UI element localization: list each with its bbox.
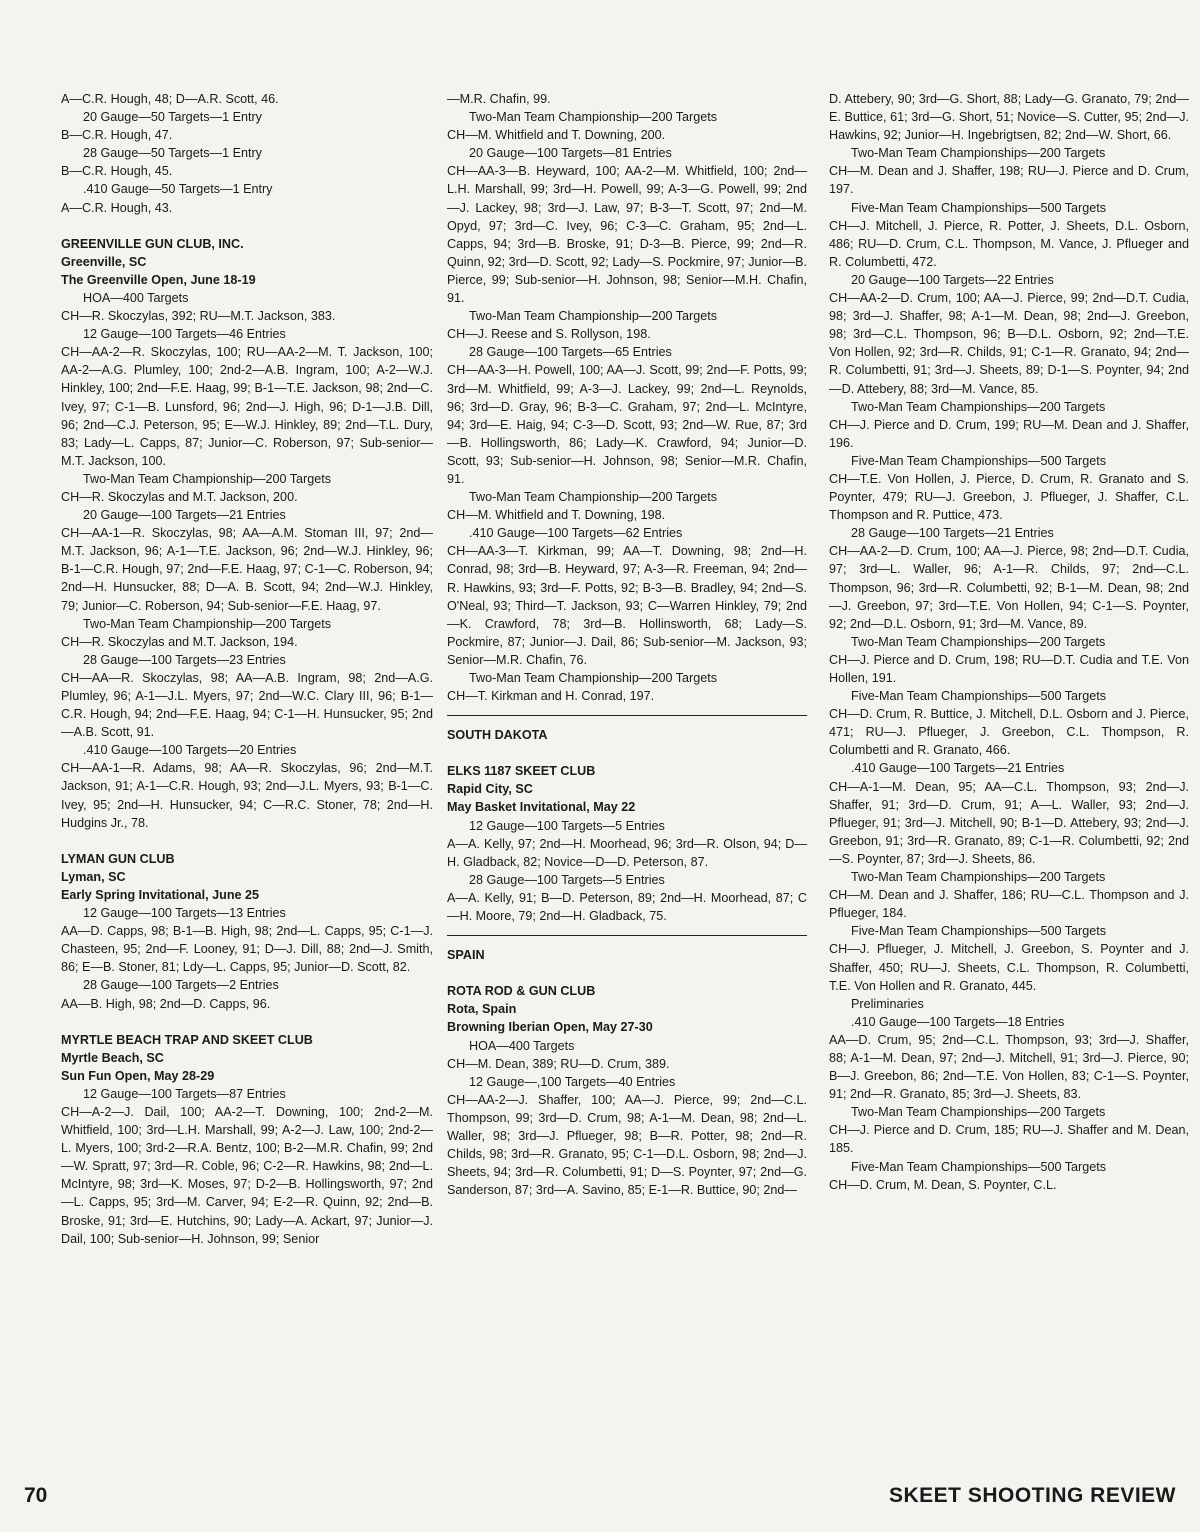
club-name: ROTA ROD & GUN CLUB bbox=[447, 984, 596, 999]
event-heading: Two-Man Team Championship—200 Targets bbox=[83, 471, 332, 486]
result-paragraph: CH—AA-2—R. Skoczylas, 100; RU—AA-2—M. T. Jackson, 100; AA-2—A.G. Plumley, 100; 2nd-2—A.B. Ingram, 100; A-2—W.J. Hinkley, 100; 2nd—F.E. Haag, 99; B-1—T.E. Jackson, 98; 2nd—C. Ivey, 97; C-1—B. Lunsford, 96; 2nd—J. High, 96; D-1—J.B. Dill, 96; 2nd—C.J. Peterson, 95; E—W.J. Hinkley, 89; 2nd—T.L. Dury, 83; Lady—L. Capps, 87; Junior—C. Roberson, 97; Sub-senior—M.T. Jackson, 100. bbox=[61, 345, 433, 468]
result-paragraph: CH—AA-2—D. Crum, 100; AA—J. Pierce, 98; 2nd—D.T. Cudia, 97; 3rd—L. Waller, 96; A-1—R. Childs, 97; 2nd—C.L. Thompson, 96; 3rd—R. Columbetti, 92; B-1—M. Dean, 98; 2nd—J. Greebon, 97; 3rd—T.E. Von Hollen, 94; C-1—S. Poynter, 92; 2nd—D.L. Osborn, 91; 3rd—M. Vance, 89. bbox=[829, 544, 1189, 631]
event-title: May Basket Invitational, May 22 bbox=[447, 800, 636, 815]
result-paragraph: CH—AA-3—T. Kirkman, 99; AA—T. Downing, 98; 2nd—H. Conrad, 98; 3rd—B. Heyward, 97; A-3—R. Freeman, 94; 2nd—R. Hawkins, 93; 3rd—F. Potts, 92; B-3—B. Bradley, 94; 2nd—S. O'Neal, 93; Third—T. Jackson, 93; C—Warren Hinkley, 79; 2nd—K. Crawford, 78; 3rd—B. Hollinsworth, 68; Lady—S. Pockmire, 87; Junior—J. Dail, 86; Sub-senior—M. Jackson, 93; Senior—M.R. Chafin, 76. bbox=[447, 544, 807, 667]
result-paragraph: CH—M. Whitfield and T. Downing, 200. bbox=[447, 128, 666, 143]
result-paragraph: CH—J. Mitchell, J. Pierce, R. Potter, J. Sheets, D.L. Osborn, 486; RU—D. Crum, C.L. Thompson, M. Vance, J. Pflueger and R. Columbetti, 472. bbox=[829, 218, 1189, 269]
event-title: Browning Iberian Open, May 27-30 bbox=[447, 1020, 653, 1035]
result-paragraph: B—C.R. Hough, 45. bbox=[61, 164, 173, 179]
event-heading: 20 Gauge—100 Targets—21 Entries bbox=[83, 508, 286, 523]
result-paragraph: B—C.R. Hough, 47. bbox=[61, 128, 173, 143]
event-heading: HOA—400 Targets bbox=[83, 290, 189, 305]
column-middle bbox=[447, 90, 807, 1199]
event-heading: 20 Gauge—100 Targets—22 Entries bbox=[851, 272, 1054, 287]
page-number: 70 bbox=[24, 1484, 48, 1507]
club-name: LYMAN GUN CLUB bbox=[61, 851, 175, 866]
event-heading: 12 Gauge—100 Targets—5 Entries bbox=[469, 818, 665, 833]
club-location: Rota, Spain bbox=[447, 1002, 517, 1017]
result-paragraph: CH—A-1—M. Dean, 95; AA—C.L. Thompson, 93; 2nd—J. Shaffer, 91; 3rd—D. Crum, 91; A—L. Waller, 93; 2nd—J. Pflueger, 91; 3rd—J. Mitchell, 90; B-1—D. Attebery, 93; 2nd—J. Greebon, 91; 3rd—R. Granato, 89; C-1—R. Columbetti, 92; 2nd—S. Poynter, 87; 3rd—J. Sheets, 86. bbox=[829, 779, 1189, 866]
event-title: Sun Fun Open, May 28-29 bbox=[61, 1068, 215, 1083]
column-right bbox=[829, 90, 1189, 1194]
event-title: The Greenville Open, June 18-19 bbox=[61, 272, 256, 287]
result-paragraph: A—C.R. Hough, 43. bbox=[61, 200, 173, 215]
result-paragraph: CH—T. Kirkman and H. Conrad, 197. bbox=[447, 689, 655, 704]
column-left bbox=[61, 90, 433, 1248]
event-heading: 28 Gauge—100 Targets—5 Entries bbox=[469, 872, 665, 887]
event-heading: 20 Gauge—100 Targets—81 Entries bbox=[469, 146, 672, 161]
event-heading: Five-Man Team Championships—500 Targets bbox=[851, 453, 1107, 468]
result-paragraph: CH—M. Dean and J. Shaffer, 198; RU—J. Pierce and D. Crum, 197. bbox=[829, 164, 1189, 197]
event-heading: .410 Gauge—100 Targets—21 Entries bbox=[851, 761, 1065, 776]
club-location: Lyman, SC bbox=[61, 869, 126, 884]
event-heading: Five-Man Team Championships—500 Targets bbox=[851, 924, 1107, 939]
result-paragraph: —M.R. Chafin, 99. bbox=[447, 92, 551, 106]
event-heading: .410 Gauge—100 Targets—62 Entries bbox=[469, 526, 683, 541]
result-paragraph: CH—R. Skoczylas, 392; RU—M.T. Jackson, 383. bbox=[61, 309, 336, 324]
result-paragraph: CH—T.E. Von Hollen, J. Pierce, D. Crum, R. Granato and S. Poynter, 479; RU—J. Greebon, J. Pflueger, J. Shaffer, C.L. Thompson and R. Puttice, 473. bbox=[829, 471, 1189, 523]
result-paragraph: CH—AA-3—H. Powell, 100; AA—J. Scott, 99; 2nd—F. Potts, 99; 3rd—M. Whitfield, 99; A-3—J. Lackey, 99; 2nd—L. Reynolds, 96; 3rd—D. Gray, 96; B-3—C. Graham, 97; 2nd—L. McIntyre, 94; 3rd—E. Haig, 94; C-3—D. Scott, 93; 2nd—W. Rue, 87; 3rd—B. Hollingsworth, 86; Lady—K. Crawford, 94; Junior—D. Scott, 93; Sub-senior—H. Johnson, 98; Senior—M.R. Chafin, 91. bbox=[447, 363, 807, 486]
state-heading: SOUTH DAKOTA bbox=[447, 715, 807, 744]
event-heading: .410 Gauge—50 Targets—1 Entry bbox=[83, 182, 273, 197]
result-paragraph: A—C.R. Hough, 48; D—A.R. Scott, 46. bbox=[61, 92, 279, 106]
event-heading: Two-Man Team Championship—200 Targets bbox=[469, 309, 718, 324]
result-paragraph: CH—AA-2—D. Crum, 100; AA—J. Pierce, 99; 2nd—D.T. Cudia, 98; 3rd—J. Shaffer, 98; A-1—M. Dean, 98; 2nd—J. Greebon, 98; 3rd—C.L. Thompson, 96; B—D.L. Osborn, 92; 2nd—T.E. Von Hollen, 92; 3rd—R. Childs, 91; C-1—R. Granato, 94; 2nd—R. Columbetti, 91; 3rd—J. Sheets, 89; D-1—S. Poynter, 94; 2nd—D. Attebery, 88; 3rd—M. Vance, 85. bbox=[829, 291, 1189, 396]
result-paragraph: CH—J. Pierce and D. Crum, 199; RU—M. Dean and J. Shaffer, 196. bbox=[829, 417, 1189, 450]
event-heading: 28 Gauge—50 Targets—1 Entry bbox=[83, 146, 262, 161]
result-paragraph: AA—D. Crum, 95; 2nd—C.L. Thompson, 93; 3rd—J. Shaffer, 88; A-1—M. Dean, 97; 2nd—J. Mitchell, 91; 3rd—J. Pierce, 90; B—J. Greebon, 86; 2nd—T.E. Von Hollen, 83; C-1—S. Poynter, 91; 2nd—R. Granato, 85; 3rd—J. Sheets, 83. bbox=[829, 1032, 1189, 1102]
state-heading: SPAIN bbox=[447, 935, 807, 964]
result-paragraph: CH—J. Pflueger, J. Mitchell, J. Greebon, S. Poynter and J. Shaffer, 450; RU—J. Sheets, C.L. Thompson, R. Columbetti, T.E. Von Hollen and R. Granato, 445. bbox=[829, 942, 1189, 993]
event-heading: Two-Man Team Championships—200 Targets bbox=[851, 870, 1106, 885]
result-paragraph: CH—J. Pierce and D. Crum, 185; RU—J. Shaffer and M. Dean, 185. bbox=[829, 1123, 1189, 1156]
event-heading: 28 Gauge—100 Targets—21 Entries bbox=[851, 526, 1054, 541]
event-heading: Two-Man Team Championship—200 Targets bbox=[83, 616, 332, 631]
result-paragraph: CH—R. Skoczylas and M.T. Jackson, 194. bbox=[61, 634, 298, 649]
result-paragraph: CH—AA-3—B. Heyward, 100; AA-2—M. Whitfield, 100; 2nd—L.H. Marshall, 99; 3rd—H. Powell, 99; A-3—G. Powell, 99; 2nd—J. Lackey, 98; 3rd—J. Law, 97; B-3—T. Scott, 97; 2nd—M. Opyd, 97; 3rd—C. Ivey, 96; C-3—C. Graham, 95; 2nd—L. Capps, 94; 3rd—B. Broske, 91; D-3—B. Pierce, 99; 2nd—R. Quinn, 92; 3rd—D. Scott, 92; Lady—S. Pockmire, 97; Junior—B. Pierce, 99; Sub-senior—H. Johnson, 98; Senior—M.H. Chafin, 91. bbox=[447, 164, 807, 306]
event-heading: .410 Gauge—100 Targets—20 Entries bbox=[83, 743, 297, 758]
event-heading: Two-Man Team Championships—200 Targets bbox=[851, 146, 1106, 161]
event-heading: 28 Gauge—100 Targets—2 Entries bbox=[83, 978, 279, 993]
event-heading: Five-Man Team Championships—500 Targets bbox=[851, 689, 1107, 704]
club-name: GREENVILLE GUN CLUB, INC. bbox=[61, 236, 244, 251]
result-paragraph: A—A. Kelly, 97; 2nd—H. Moorhead, 96; 3rd—R. Olson, 94; D—H. Gladback, 82; Novice—D—D. Peterson, 87. bbox=[447, 836, 807, 869]
event-heading: Two-Man Team Championship—200 Targets bbox=[469, 110, 718, 125]
event-heading: Two-Man Team Championship—200 Targets bbox=[469, 671, 718, 685]
event-heading: 12 Gauge—,100 Targets—40 Entries bbox=[469, 1074, 676, 1089]
event-heading: .410 Gauge—100 Targets—18 Entries bbox=[851, 1014, 1065, 1029]
event-title: Early Spring Invitational, June 25 bbox=[61, 887, 260, 902]
event-heading: Two-Man Team Championships—200 Targets bbox=[851, 634, 1106, 649]
result-paragraph: CH—D. Crum, M. Dean, S. Poynter, C.L. bbox=[829, 1177, 1057, 1192]
result-paragraph: CH—M. Dean, 389; RU—D. Crum, 389. bbox=[447, 1056, 670, 1071]
event-heading: 28 Gauge—100 Targets—23 Entries bbox=[83, 652, 286, 667]
result-paragraph: CH—D. Crum, R. Buttice, J. Mitchell, D.L. Osborn and J. Pierce, 471; RU—J. Pflueger, J. Greebon, C.L. Thompson, R. Columbetti and R. Granato, 466. bbox=[829, 707, 1189, 758]
event-heading: Preliminaries bbox=[851, 996, 924, 1011]
result-paragraph: CH—J. Reese and S. Rollyson, 198. bbox=[447, 327, 651, 342]
event-heading: 12 Gauge—100 Targets—46 Entries bbox=[83, 327, 286, 342]
result-paragraph: CH—J. Pierce and D. Crum, 198; RU—D.T. Cudia and T.E. Von Hollen, 191. bbox=[829, 652, 1189, 685]
event-heading: Two-Man Team Championships—200 Targets bbox=[851, 399, 1106, 414]
magazine-title: SKEET SHOOTING REVIEW bbox=[888, 1484, 1176, 1507]
result-paragraph: CH—AA-1—R. Skoczylas, 98; AA—A.M. Stoman III, 97; 2nd—M.T. Jackson, 96; A-1—T.E. Jackson, 96; 2nd—W.J. Hinkley, 96; B-1—C.R. Hough, 97; 2nd—F.E. Haag, 97; C-1—C. Roberson, 94; 2nd—H. Hunsucker, 88; D—A. B. Scott, 94; 2nd—W.J. Hinkley, 79; Junior—C. Roberson, 94; Sub-senior—F.E. Haag, 97. bbox=[61, 526, 433, 613]
result-paragraph: D. Attebery, 90; 3rd—G. Short, 88; Lady—G. Granato, 79; 2nd—E. Buttice, 61; 3rd—G. Short, 51; Novice—S. Cutter, 95; 2nd—J. Hawkins, 92; Junior—H. Ingebrigtsen, 82; 2nd—W. Short, 66. bbox=[829, 92, 1189, 143]
result-paragraph: CH—AA-1—R. Adams, 98; AA—R. Skoczylas, 96; 2nd—M.T. Jackson, 91; A-1—C.R. Hough, 93; 2nd—J.L. Myers, 93; B-1—C. Ivey, 95; 2nd—H. Hunsucker, 94; C—R.C. Stoner, 78; 2nd—H. Hudgins Jr., 78. bbox=[61, 761, 433, 830]
result-paragraph: CH—A-2—J. Dail, 100; AA-2—T. Downing, 100; 2nd-2—M. Whitfield, 100; 3rd—L.H. Marshall, 99; A-2—J. Law, 100; 2nd-2—L. Myers, 100; 3rd-2—R.A. Bentz, 100; B-2—M.R. Chafin, 99; 2nd—W. Spratt, 97; 3rd—R. Coble, 96; C-2—R. Hawkins, 98; 2nd—L. McIntyre, 98; 3rd—K. Moses, 97; D-2—B. Hollingsworth, 97; 2nd—L. Capps, 95; 3rd—M. Carver, 94; E-2—R. Quinn, 92; 2nd—B. Broske, 91; 3rd—E. Hutchins, 90; Lady—A. Ackart, 97; Junior—J. Dail, 100; Sub-senior—H. Johnson, 99; Senior bbox=[61, 1104, 433, 1246]
club-location: Myrtle Beach, SC bbox=[61, 1050, 164, 1065]
event-heading: 20 Gauge—50 Targets—1 Entry bbox=[83, 110, 262, 125]
result-paragraph: CH—R. Skoczylas and M.T. Jackson, 200. bbox=[61, 489, 298, 504]
event-heading: HOA—400 Targets bbox=[469, 1038, 575, 1053]
club-location: Rapid City, SC bbox=[447, 782, 533, 797]
club-name: MYRTLE BEACH TRAP AND SKEET CLUB bbox=[61, 1032, 313, 1047]
result-paragraph: CH—AA—R. Skoczylas, 98; AA—A.B. Ingram, 98; 2nd—A.G. Plumley, 96; A-1—J.L. Myers, 97; 2nd—W.C. Clary III, 96; B-1—C.R. Hough, 94; 2nd—F.E. Haag, 94; C-1—H. Hunsucker, 95; 2nd—A.B. Scott, 91. bbox=[61, 670, 433, 740]
event-heading: Five-Man Team Championships—500 Targets bbox=[851, 200, 1107, 215]
result-paragraph: CH—AA-2—J. Shaffer, 100; AA—J. Pierce, 99; 2nd—C.L. Thompson, 99; 3rd—D. Crum, 98; A-1—M. Dean, 98; 2nd—L. Waller, 98; 3rd—J. Pflueger, 98; B—R. Potter, 98; 2nd—R. Childs, 98; 3rd—R. Granato, 95; C-1—D.L. Osborn, 98; 2nd—J. Sheets, 94; 3rd—R. Columbetti, 91; D—S. Poynter, 97; 2nd—G. Sanderson, 87; 3rd—A. Savino, 85; E-1—R. Buttice, 90; 2nd— bbox=[447, 1092, 807, 1198]
result-paragraph: CH—M. Dean and J. Shaffer, 186; RU—C.L. Thompson and J. Pflueger, 184. bbox=[829, 888, 1189, 921]
result-paragraph: CH—M. Whitfield and T. Downing, 198. bbox=[447, 508, 666, 523]
event-heading: Two-Man Team Championship—200 Targets bbox=[469, 490, 718, 505]
result-paragraph: A—A. Kelly, 91; B—D. Peterson, 89; 2nd—H. Moorhead, 87; C—H. Moore, 79; 2nd—H. Gladback, 75. bbox=[447, 890, 807, 924]
event-heading: Two-Man Team Championships—200 Targets bbox=[851, 1105, 1106, 1120]
result-paragraph: AA—B. High, 98; 2nd—D. Capps, 96. bbox=[61, 996, 271, 1011]
event-heading: 12 Gauge—100 Targets—13 Entries bbox=[83, 906, 286, 921]
result-paragraph: AA—D. Capps, 98; B-1—B. High, 98; 2nd—L. Capps, 95; C-1—J. Chasteen, 95; 2nd—F. Looney, 91; D—J. Dill, 88; 2nd—J. Smith, 86; E—B. Stoner, 81; Ldy—L. Capps, 95; Junior—D. Scott, 82. bbox=[61, 924, 433, 975]
event-heading: 12 Gauge—100 Targets—87 Entries bbox=[83, 1086, 286, 1101]
club-name: ELKS 1187 SKEET CLUB bbox=[447, 764, 596, 779]
club-location: Greenville, SC bbox=[61, 254, 147, 269]
event-heading: Five-Man Team Championships—500 Targets bbox=[851, 1159, 1107, 1174]
event-heading: 28 Gauge—100 Targets—65 Entries bbox=[469, 345, 672, 360]
